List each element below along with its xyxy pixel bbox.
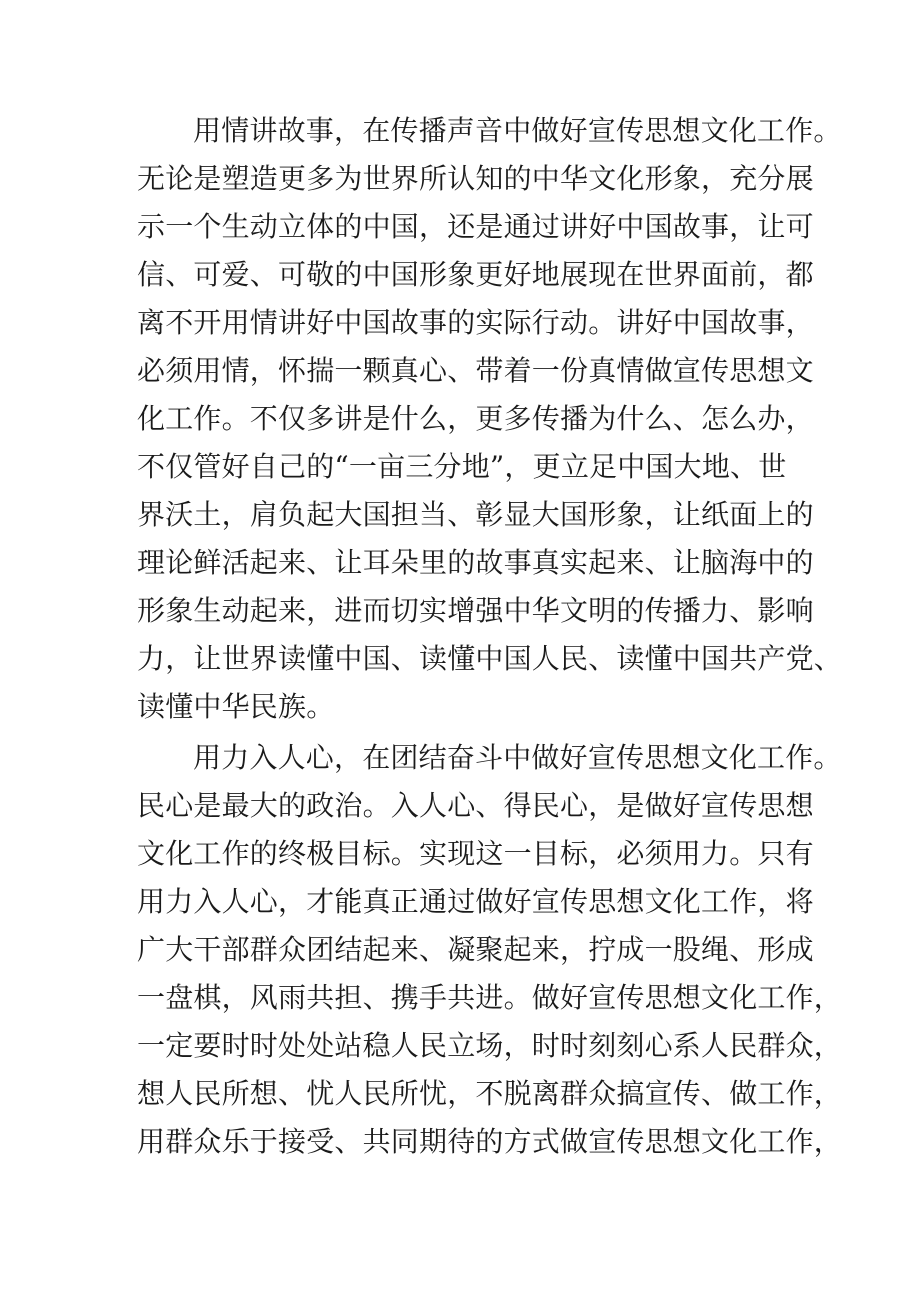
paragraph-2-line-6: 一盘棋，风雨共担、携手共进。做好宣传思想文化工作， xyxy=(137,981,843,1014)
paragraph-1-line-6: 必须用情，怀揣一颗真心、带着一份真情做宣传思想文 xyxy=(137,354,814,387)
paragraph-1-line-8: 不仅管好自己的“一亩三分地”，更立足中国大地、世 xyxy=(137,450,787,483)
paragraph-1-line-2: 无论是塑造更多为世界所认知的中华文化形象，充分展 xyxy=(137,162,814,195)
paragraph-2-line-1: 用力入人心，在团结奋斗中做好宣传思想文化工作。 xyxy=(193,741,842,774)
paragraph-2-line-3: 文化工作的终极目标。实现这一目标，必须用力。只有 xyxy=(137,837,814,870)
paragraph-2-line-4: 用力入人心，才能真正通过做好宣传思想文化工作，将 xyxy=(137,885,814,918)
paragraph-1-line-5: 离不开用情讲好中国故事的实际行动。讲好中国故事， xyxy=(137,306,814,339)
paragraph-1-line-3: 示一个生动立体的中国，还是通过讲好中国故事，让可 xyxy=(137,210,814,243)
paragraph-1-line-7: 化工作。不仅多讲是什么，更多传播为什么、怎么办， xyxy=(137,402,814,435)
paragraph-2-line-5: 广大干部群众团结起来、凝聚起来，拧成一股绳、形成 xyxy=(137,933,814,966)
paragraph-1-line-9: 界沃土，肩负起大国担当、彰显大国形象，让纸面上的 xyxy=(137,498,814,531)
paragraph-1-line-12: 力，让世界读懂中国、读懂中国人民、读懂中国共产党、 xyxy=(137,642,843,675)
paragraph-2-line-2: 民心是最大的政治。入人心、得民心，是做好宣传思想 xyxy=(137,789,814,822)
paragraph-2-line-8: 想人民所想、忧人民所忧，不脱离群众搞宣传、做工作， xyxy=(137,1077,843,1110)
paragraph-1-line-1: 用情讲故事，在传播声音中做好宣传思想文化工作。 xyxy=(193,114,842,147)
paragraph-2-line-9: 用群众乐于接受、共同期待的方式做宣传思想文化工作， xyxy=(137,1125,843,1158)
paragraph-1-line-4: 信、可爱、可敬的中国形象更好地展现在世界面前，都 xyxy=(137,258,814,291)
paragraph-2-line-7: 一定要时时处处站稳人民立场，时时刻刻心系人民群众， xyxy=(137,1029,843,1062)
paragraph-1-line-13: 读懂中华民族。 xyxy=(137,690,335,723)
paragraph-1-line-10: 理论鲜活起来、让耳朵里的故事真实起来、让脑海中的 xyxy=(137,546,814,579)
paragraph-1-line-11: 形象生动起来，进而切实增强中华文明的传播力、影响 xyxy=(137,594,814,627)
